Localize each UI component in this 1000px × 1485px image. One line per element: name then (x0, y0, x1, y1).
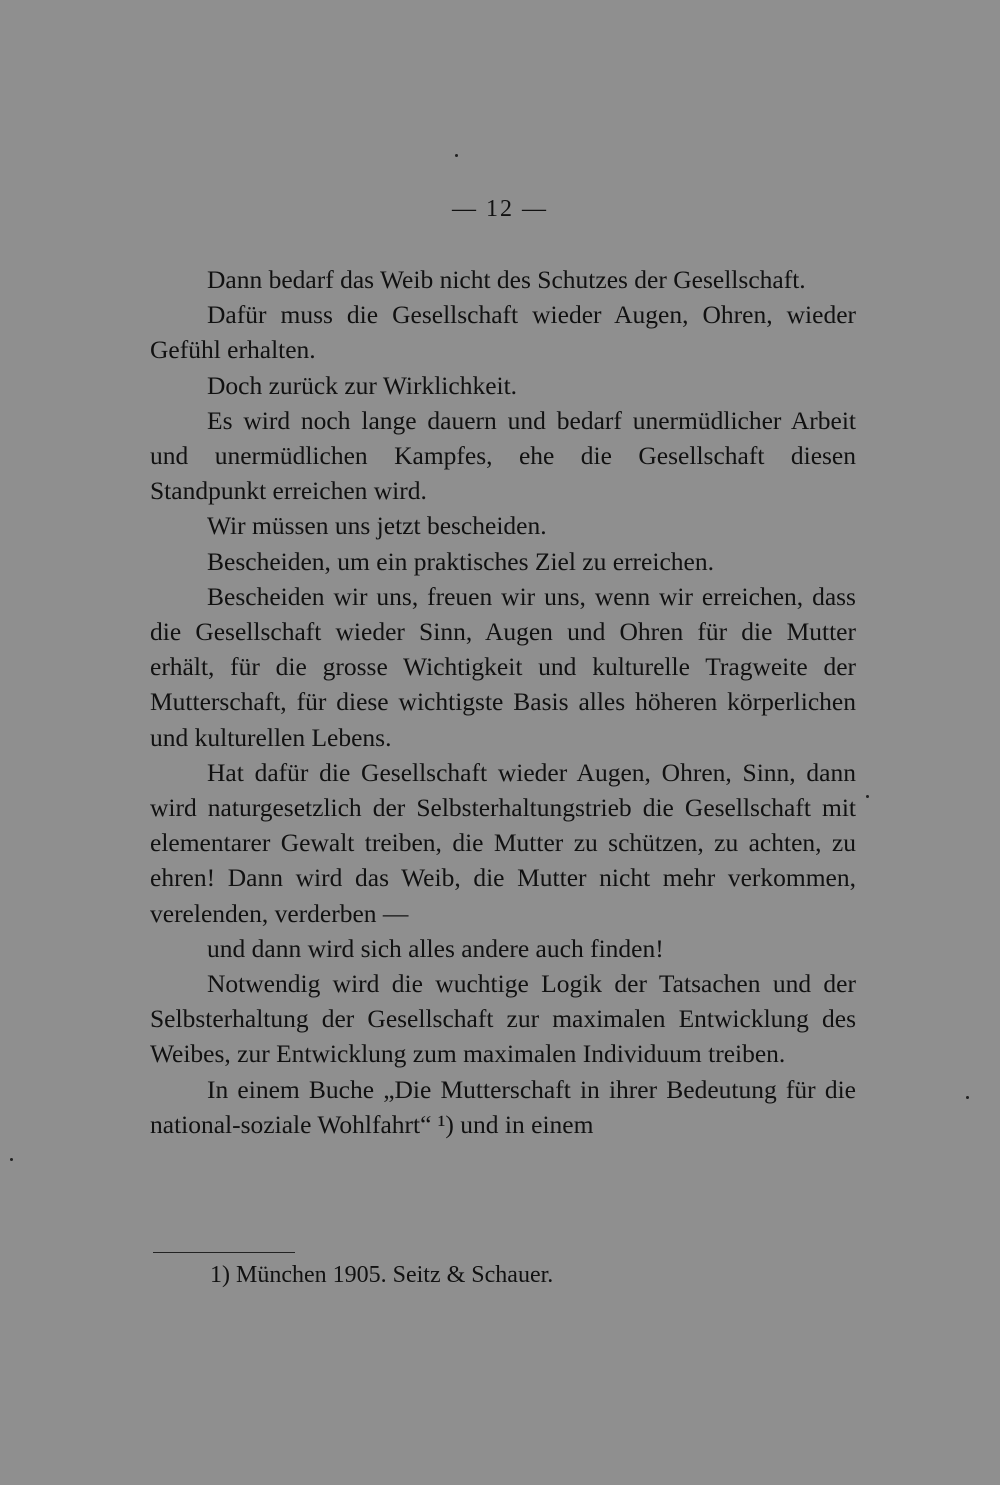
paragraph-11: In einem Buche „Die Mutterschaft in ihrer Bedeutung für die national-soziale Wohlfahrt“ ¹) und in einem (150, 1074, 856, 1139)
scan-speck (866, 795, 869, 798)
paragraph-4: Es wird noch lange dauern und bedarf unermüdlicher Arbeit und unermüdlichen Kampfes, ehe die Gesellschaft diesen Standpunkt erreichen wird. (150, 405, 856, 506)
paragraph-7: Bescheiden wir uns, freuen wir uns, wenn wir erreichen, dass die Gesellschaft wieder Sinn, Augen und Ohren für die Mutter erhält, für die grosse Wichtigkeit und kulturelle Tragweite der Mutterschaft, für diese wichtigste Basis alles höheren körperlichen und kulturellen Lebens. (150, 581, 856, 752)
page-number: — 12 — (452, 196, 548, 222)
paragraph-1: Dann bedarf das Weib nicht des Schutzes der Gesellschaft. (207, 265, 806, 294)
paragraph-3: Doch zurück zur Wirklichkeit. (207, 370, 518, 400)
paragraph-5: Wir müssen uns jetzt bescheiden. (207, 511, 547, 541)
paragraph-9: und dann wird sich alles andere auch finden! (207, 933, 664, 963)
scan-speck (455, 154, 458, 157)
paragraph-10: Notwendig wird die wuchtige Logik der Tatsachen und der Selbsterhaltung der Gesellschaft zur maximalen Entwicklung des Weibes, zur Entwicklung zum maximalen Individuum treiben. (150, 969, 856, 1069)
body-text (150, 262, 856, 1142)
paragraph-6: Bescheiden, um ein praktisches Ziel zu erreichen. (207, 546, 714, 576)
footnote-divider (153, 1252, 295, 1253)
paragraph-2: Dafür muss die Gesellschaft wieder Augen, Ohren, wieder Gefühl erhalten. (150, 300, 856, 365)
scan-speck (10, 1158, 13, 1161)
footnote: 1) München 1905. Seitz & Schauer. (210, 1262, 554, 1288)
paragraph-8: Hat dafür die Gesellschaft wieder Augen, Ohren, Sinn, dann wird naturgesetzlich der Selbsterhaltungstrieb die Gesellschaft mit elementarer Gewalt treiben, die Mutter zu schützen, zu achten, zu ehren! Dann wird das Weib, die Mutter nicht mehr verkommen, verelenden, verderben — (150, 757, 856, 928)
scan-speck (966, 1096, 969, 1099)
